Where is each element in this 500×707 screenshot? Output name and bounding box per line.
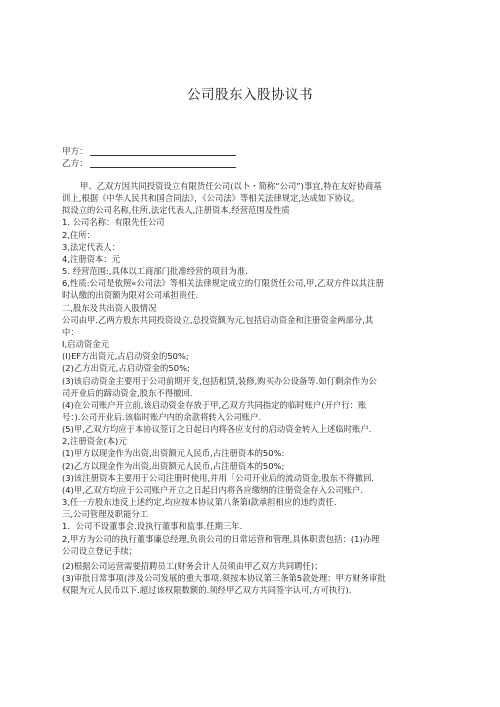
paragraph-line: 5. 经营范围:,具体以工商部门批准经营的项目为准. xyxy=(62,266,248,277)
section-heading: 三,公司管理及职能分工 xyxy=(62,509,149,520)
paragraph-line: 公司设立登记手续； xyxy=(62,545,138,556)
paragraph-line: 3,法定代表人： xyxy=(62,241,121,252)
party-b-underline xyxy=(90,167,236,168)
paragraph-line: (I)EF方出资元,占启动资金的50%; xyxy=(62,351,189,362)
paragraph-line: 2,甲方为公司的执行董事廉总经理,负贵公司的日常运营和管理,具体职责包括：(1)办理 xyxy=(62,533,380,544)
section-heading: 二,股东及共出资入股情况 xyxy=(62,302,157,313)
paragraph-line: I,启动资金元 xyxy=(62,339,109,350)
paragraph-line: (2)乙方出资元,占启动资金的50%; xyxy=(62,363,190,374)
party-a-field xyxy=(62,145,90,157)
party-a-label: 甲方： xyxy=(62,147,88,157)
paragraph-line: 司开业后的蹄动资金,股东不得撤回. xyxy=(62,387,193,398)
paragraph-line: 1．公司不设董事会.设执行董事和监事.任期三年. xyxy=(62,521,243,532)
paragraph-line: 6,性质:公司是依照«公司法》等相关法律规定成立的仃限货任公司,甲,乙双方件以其注册 xyxy=(62,278,384,289)
paragraph-line: 4,注册资本：元 xyxy=(62,253,121,264)
paragraph-line: (4)在公司账户开立前,该启动资金存放于甲,乙双方共同指定的临时账户(开户行：账 xyxy=(62,399,367,410)
paragraph-line: (1)甲方以现金作为出资,出资额元人民币,占注册资本的50%: xyxy=(62,448,285,459)
paragraph-line: 中： xyxy=(62,326,79,337)
paragraph-line: 训上,根据《中华人民共和国合同法》，《公司法》等相关法律规定,达成如下协议。 xyxy=(62,193,360,204)
paragraph-line: (2)乙方以现金作为出资,出资额元人民币,占注册资本的50%; xyxy=(62,460,285,471)
party-b-label: 乙方： xyxy=(62,159,88,169)
paragraph-line: (3)该注册资本主要用于公司注册时使用,并用「公司开业后的流动资金,股东不得撤回. xyxy=(62,472,375,483)
paragraph-line: 拟设立的公司名称,住所,法定代表人,注册资本,经营范围及性质 xyxy=(62,205,290,216)
paragraph-line: 号：).公司开业后.该临时账户内的余款将转入公司账户. xyxy=(62,411,262,422)
paragraph-line: (3)审批日常事项(涉及公司发展的重大事项.须按本协议第三条第5款处理：甲方财务审批 xyxy=(62,573,386,583)
paragraph-line: 2,注册资金(本)元 xyxy=(62,436,127,447)
paragraph-line: (5)甲,乙双方均应于本协议签订之日起日内将各应支付的启动资金转入上述临时账户. xyxy=(62,424,372,435)
paragraph-line: (3)该启动资金主要用于公司前期开支,包括租赁,装修,购买办公设备等.如仃剩余作为公 xyxy=(62,375,377,386)
paragraph-line: 时认缴的出资额为限对公司承担贵任. xyxy=(62,290,199,301)
paragraph-line: 权限为元人民币以下.超过该权限数额的.须经甲乙双方共同签字认可,方可执行). xyxy=(62,585,352,596)
paragraph-line: 公司由甲.乙两方股东共同投资设立,总投资额为元,包括启动资金和注册资金两部分,其 xyxy=(62,314,374,325)
paragraph-line: 3,任一方股东违反上述约定,均应按本协议第八条第I款承担相应的违约责任. xyxy=(62,497,337,508)
agreement-body xyxy=(62,180,444,596)
paragraph-line: (2)根据公司运营需要招聘员工(财务会计人员须由甲乙双方共同聘任)； xyxy=(62,560,323,571)
party-a-underline xyxy=(90,155,236,156)
paragraph-line: 甲、乙双方因共同投资设立有限货任公司(以卜・简称“公司”)事宜,特在友好协商基 xyxy=(80,181,382,191)
paragraph-line: 2,住所： xyxy=(62,229,96,240)
document-title: 公司股东入股协议书 xyxy=(187,87,313,103)
paragraph-line: (4)甲,乙双方均应于公司账户开立之日起日内将各应缴纳的注册资金存入公司账户. xyxy=(62,484,364,495)
party-b-field xyxy=(62,157,90,169)
paragraph-line: 1. 公司名称：有限先任公司 xyxy=(62,217,165,228)
